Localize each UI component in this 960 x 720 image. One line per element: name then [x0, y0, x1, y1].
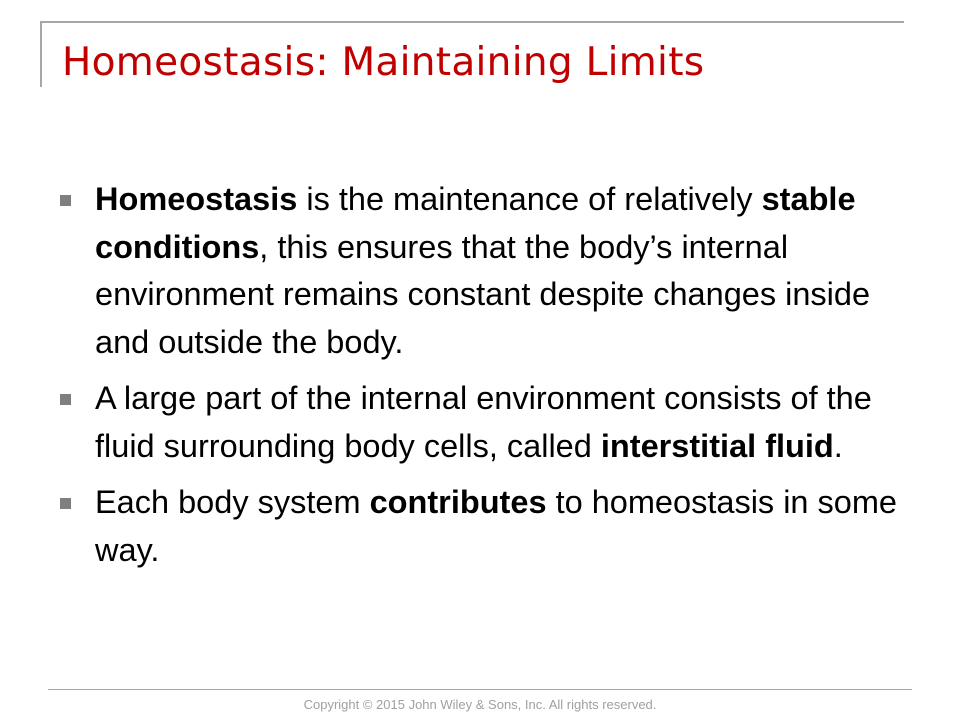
bullet-text: . — [833, 427, 843, 464]
footer-rule — [48, 689, 912, 690]
bullet-square-icon — [60, 498, 71, 509]
bold-term: stable conditions — [95, 181, 856, 265]
bullet-text: Each body system — [95, 484, 370, 520]
title-frame-left-rule — [40, 21, 42, 87]
bullet-text: to homeostasis in some way. — [95, 484, 897, 568]
bold-term: interstitial fluid — [600, 427, 834, 464]
slide-title: Homeostasis: Maintaining Limits — [62, 40, 705, 85]
copyright-footer: Copyright © 2015 John Wiley & Sons, Inc. All rights reserved. — [303, 697, 657, 712]
bullet-item-homeostasis-definition — [58, 176, 908, 366]
bullet-text: is the maintenance of relatively — [297, 181, 762, 217]
bullet-item-interstitial-fluid — [58, 375, 908, 470]
bullet-square-icon — [60, 195, 71, 206]
bullet-list — [58, 176, 908, 583]
bold-term: Homeostasis — [95, 181, 298, 217]
bullet-text: A large part of the internal environment consists of the fluid surrounding body cells, called — [95, 380, 872, 464]
title-frame-top-rule — [40, 21, 904, 23]
bold-term: contributes — [369, 484, 547, 520]
bullet-item-body-systems — [58, 479, 908, 574]
bullet-text: , this ensures that the body’s internal environment remains constant despite changes inside and outside the body. — [95, 228, 871, 360]
bullet-square-icon — [60, 394, 71, 405]
